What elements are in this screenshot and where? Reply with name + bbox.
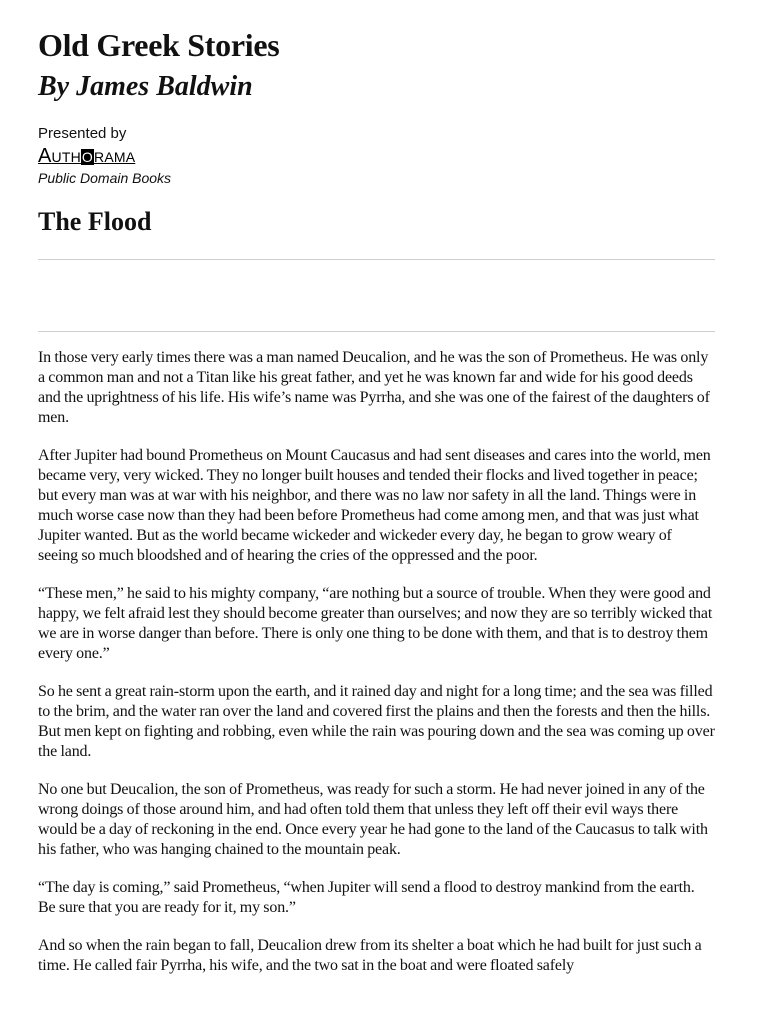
story-paragraph: No one but Deucalion, the son of Prometheus, was ready for such a storm. He had never joined in any of the wrong doings of those around him, and had often told them that unless they left off their evil ways there would be a day of reckoning in the end. Once every year he had gone to the land of the Caucasus to talk with his father, who was hanging chained to the mountain peak. — [38, 781, 708, 858]
book-title: Old Greek Stories — [38, 27, 280, 63]
story-paragraph: So he sent a great rain-storm upon the earth, and it rained day and night for a long time; and the sea was filled to the brim, and the water ran over the land and covered first the plains and then the forests and then the hills. But men kept on fighting and robbing, even while the rain was pouring down and the sea was coming up over the land. — [38, 683, 715, 760]
logo-highlight-o: O — [81, 149, 94, 165]
story-paragraph: And so when the rain began to fall, Deucalion drew from its shelter a boat which he had built for just such a time. He called fair Pyrrha, his wife, and the two sat in the boat and were floated safely — [38, 937, 702, 974]
book-author: By James Baldwin — [38, 71, 253, 102]
divider-top — [38, 259, 715, 260]
presented-by-label: Presented by — [38, 125, 127, 142]
logo-text-uth: UTH — [51, 149, 81, 165]
publisher-tagline: Public Domain Books — [38, 170, 172, 186]
story-body — [38, 348, 715, 976]
story-paragraph: “These men,” he said to his mighty company, “are nothing but a source of trouble. When they were good and happy, we felt afraid lest they should become greater than ourselves; and now they are so terribly wicked that we are in worse danger than before. There is only one thing to be done with them, and that is to destroy them every one.” — [38, 585, 713, 662]
logo-letter-a: A — [38, 145, 52, 167]
divider-bottom — [38, 331, 715, 332]
story-paragraph: “The day is coming,” said Prometheus, “when Jupiter will send a flood to destroy mankind from the earth. Be sure that you are ready for it, my son.” — [38, 879, 695, 916]
chapter-title: The Flood — [38, 207, 152, 236]
story-paragraph: After Jupiter had bound Prometheus on Mount Caucasus and had sent diseases and cares into the world, men became very, very wicked. They no longer built houses and tended their flocks and lived together in peace; but every man was at war with his neighbor, and there was no law nor safety in all the land. Things were in much worse case now than they had been before Prometheus had come among men, and that was just what Jupiter wanted. But as the world became wickeder and wickeder every day, he began to grow weary of seeing so much bloodshed and of hearing the cries of the oppressed and the poor. — [38, 447, 711, 564]
authorama-logo-link[interactable] — [38, 146, 135, 167]
story-paragraph: In those very early times there was a man named Deucalion, and he was the son of Prometheus. He was only a common man and not a Titan like his great father, and yet he was known far and wide for his good deeds and the uprightness of his life. His wife’s name was Pyrrha, and she was one of the fairest of the daughters of men. — [38, 349, 710, 426]
document-page — [38, 0, 715, 994]
logo-text-rama: RAMA — [94, 149, 136, 165]
